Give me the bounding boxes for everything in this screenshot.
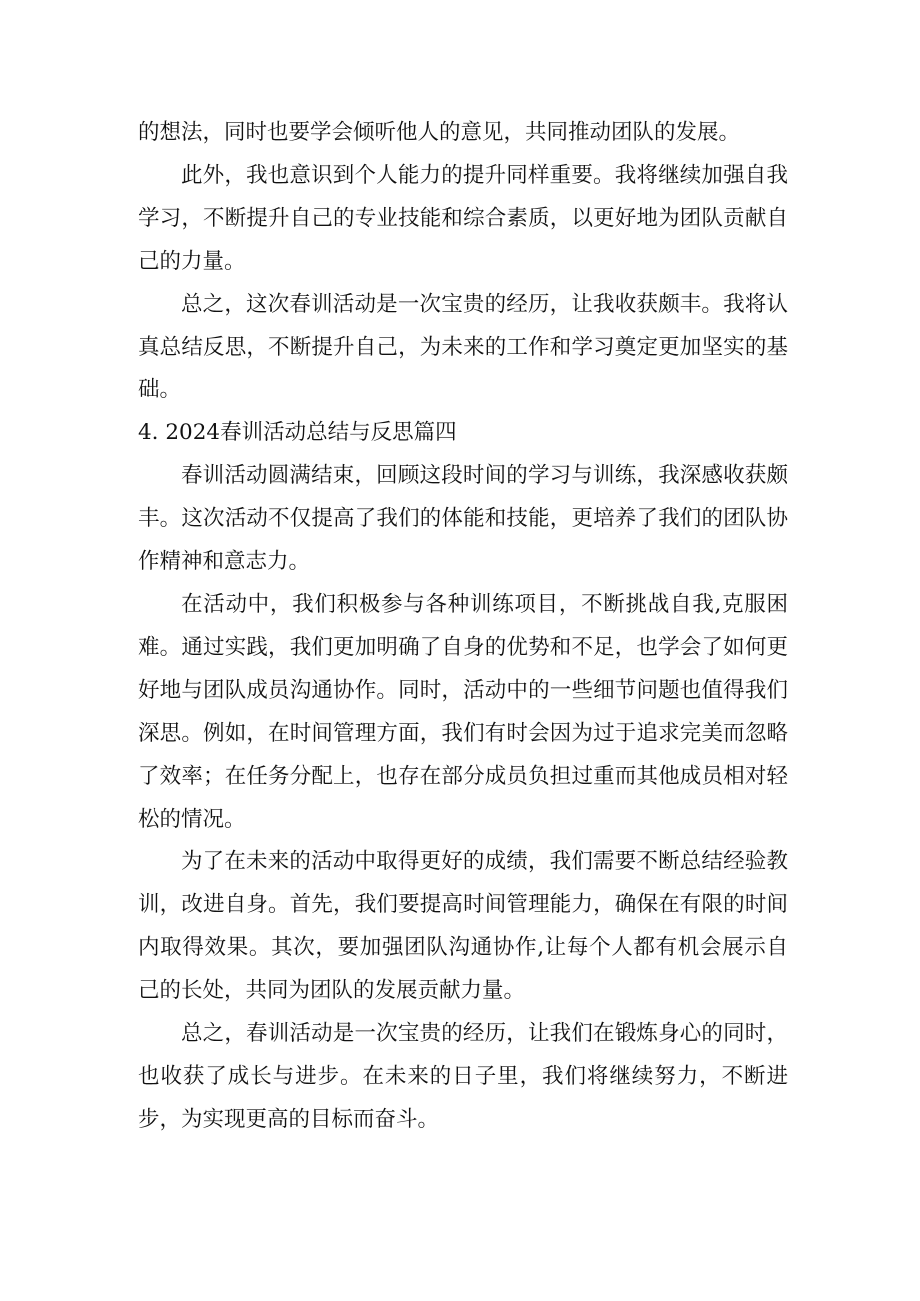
paragraph: 此外，我也意识到个人能力的提升同样重要。我将继续加强自我学习，不断提升自己的专业技能和综合素质，以更好地为团队贡献自己的力量。 [138, 162, 788, 274]
paragraph: 春训活动圆满结束，回顾这段时间的学习与训练，我深感收获颇丰。这次活动不仅提高了我们的体能和技能，更培养了我们的团队协作精神和意志力。 [138, 463, 788, 575]
paragraph: 的想法，同时也要学会倾听他人的意见，共同推动团队的发展。 [138, 120, 741, 145]
paragraph: 在活动中，我们积极参与各种训练项目，不断挑战自我,克服困难。通过实践，我们更加明确了自身的优势和不足，也学会了如何更好地与团队成员沟通协作。同时，活动中的一些细节问题也值得我们深思。例如，在时间管理方面，我们有时会因为过于追求完美而忽略了效率；在任务分配上，也存在部分成员负担过重而其他成员相对轻松的情况。 [138, 591, 788, 832]
paragraph: 为了在未来的活动中取得更好的成绩，我们需要不断总结经验教训，改进自身。首先，我们要提高时间管理能力，确保在有限的时间内取得效果。其次，要加强团队沟通协作,让每个人都有机会展示自己的长处，共同为团队的发展贡献力量。 [138, 849, 788, 1004]
section-heading: 4. 2024春训活动总结与反思篇四 [138, 420, 457, 446]
paragraph: 总之，春训活动是一次宝贵的经历，让我们在锻炼身心的同时，也收获了成长与进步。在未来的日子里，我们将继续努力，不断进步，为实现更高的目标而奋斗。 [138, 1021, 788, 1132]
document-body [138, 112, 788, 1142]
paragraph: 总之，这次春训活动是一次宝贵的经历，让我收获颇丰。我将认真总结反思，不断提升自己，为未来的工作和学习奠定更加坚实的基础。 [138, 291, 788, 403]
